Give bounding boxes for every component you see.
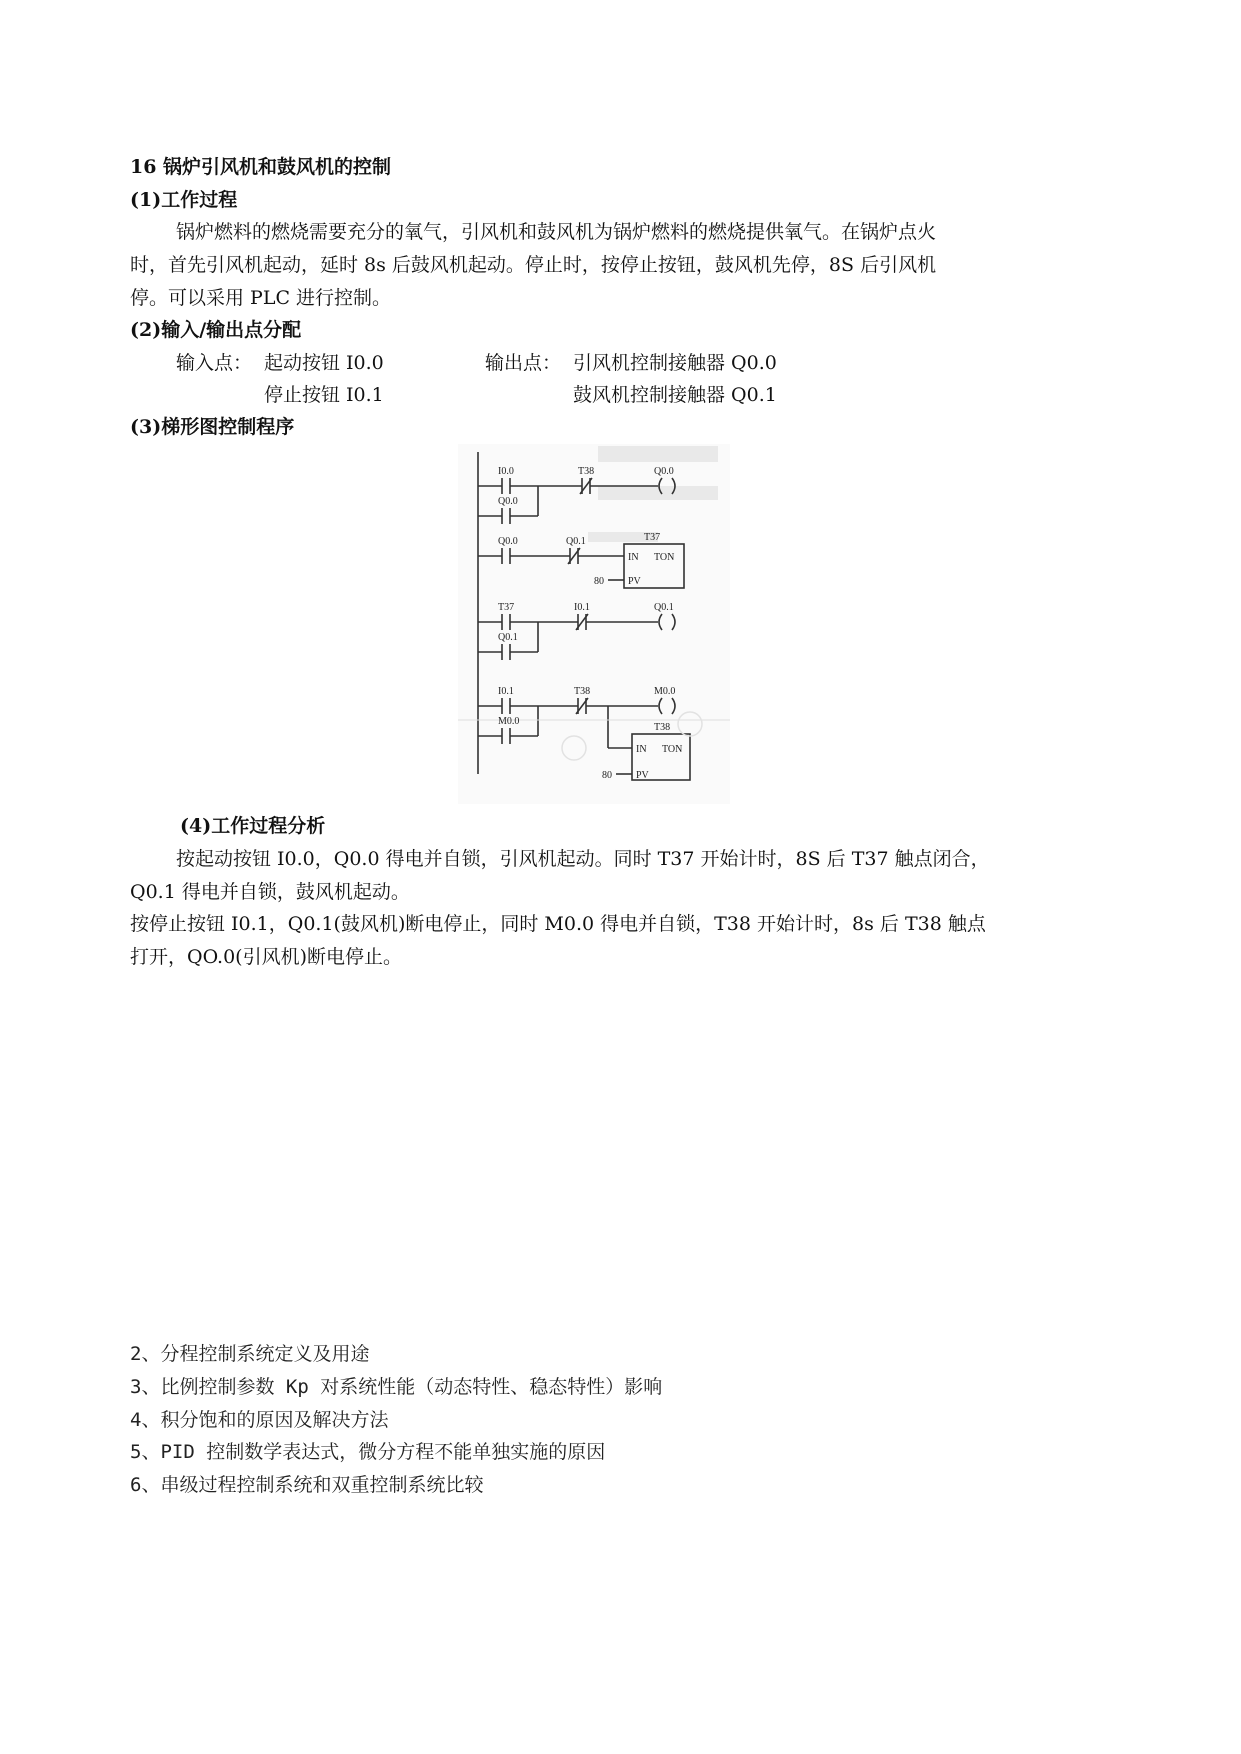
question-item: 5、PID 控制数学表达式，微分方程不能单独实施的原因 xyxy=(130,1441,606,1463)
timer-t38-label: T38 xyxy=(654,722,671,733)
section-title: 16 锅炉引风机和鼓风机的控制 xyxy=(130,156,392,178)
question-item: 4、积分饱和的原因及解决方法 xyxy=(130,1409,389,1431)
timer-preset-label: 80 xyxy=(594,576,604,587)
input-start-button: 起动按钮 I0.0 xyxy=(264,352,384,374)
paragraph-line: Q0.1 得电并自锁，鼓风机起动。 xyxy=(130,881,410,903)
input-stop-button: 停止按钮 I0.1 xyxy=(264,384,384,406)
paragraph-line: 时，首先引风机起动，延时 8s 后鼓风机起动。停止时，按停止按钮，鼓风机先停，8S 后引风机 xyxy=(130,254,937,276)
input-label: 输入点： xyxy=(176,352,253,374)
paragraph-line: 锅炉燃料的燃烧需要充分的氧气，引风机和鼓风机为锅炉燃料的燃烧提供氧气。在锅炉点火 xyxy=(176,221,937,243)
timer-t37-label: T37 xyxy=(644,532,661,543)
scan-noise xyxy=(598,446,718,462)
contact-t37-label: T37 xyxy=(498,602,515,613)
contact-q01-nc-label: Q0.1 xyxy=(566,536,586,547)
contact-q01-self-label: Q0.1 xyxy=(498,632,518,643)
question-item: 2、分程控制系统定义及用途 xyxy=(130,1343,370,1365)
contact-t38-nc-label: T38 xyxy=(578,466,595,477)
output-induced-fan: 引风机控制接触器 Q0.0 xyxy=(573,352,777,374)
subheading-ladder: (3)梯形图控制程序 xyxy=(130,416,295,438)
timer-in-label: IN xyxy=(636,744,647,755)
subheading-analysis: (4)工作过程分析 xyxy=(180,815,326,837)
question-item: 6、串级过程控制系统和双重控制系统比较 xyxy=(130,1474,484,1496)
ladder-diagram xyxy=(458,444,730,804)
contact-t38-nc-label: T38 xyxy=(574,686,591,697)
contact-m00-self-label: M0.0 xyxy=(498,716,520,727)
contact-i01-label: I0.1 xyxy=(498,686,514,697)
output-blower-fan: 鼓风机控制接触器 Q0.1 xyxy=(573,384,777,406)
subheading-work-process: (1)工作过程 xyxy=(130,189,238,211)
timer-ton-label: TON xyxy=(662,744,683,755)
timer-preset-label: 80 xyxy=(602,770,612,781)
question-item: 3、比例控制参数 Kp 对系统性能（动态特性、稳态特性）影响 xyxy=(130,1376,663,1398)
scan-noise xyxy=(598,486,718,500)
paragraph-line: 按停止按钮 I0.1，Q0.1(鼓风机)断电停止，同时 M0.0 得电并自锁，T38 开始计时，8s 后 T38 触点 xyxy=(130,913,986,935)
coil-m00-label: M0.0 xyxy=(654,686,676,697)
timer-pv-label: PV xyxy=(628,576,641,587)
contact-i00-label: I0.0 xyxy=(498,466,514,477)
paragraph-line: 按起动按钮 I0.0，Q0.0 得电并自锁，引风机起动。同时 T37 开始计时，8S 后 T37 触点闭合， xyxy=(176,848,990,870)
coil-q01-label: Q0.1 xyxy=(654,602,674,613)
timer-ton-label: TON xyxy=(654,552,675,563)
paragraph-line: 停。可以采用 PLC 进行控制。 xyxy=(130,287,392,309)
paragraph-line: 打开，QO.0(引风机)断电停止。 xyxy=(130,946,402,968)
contact-q00-self-label: Q0.0 xyxy=(498,496,518,507)
contact-q00-label: Q0.0 xyxy=(498,536,518,547)
timer-in-label: IN xyxy=(628,552,639,563)
contact-i01-nc-label: I0.1 xyxy=(574,602,590,613)
subheading-io: (2)输入/输出点分配 xyxy=(130,319,302,341)
coil-q00-label: Q0.0 xyxy=(654,466,674,477)
output-label: 输出点： xyxy=(485,352,562,374)
timer-pv-label: PV xyxy=(636,770,649,781)
